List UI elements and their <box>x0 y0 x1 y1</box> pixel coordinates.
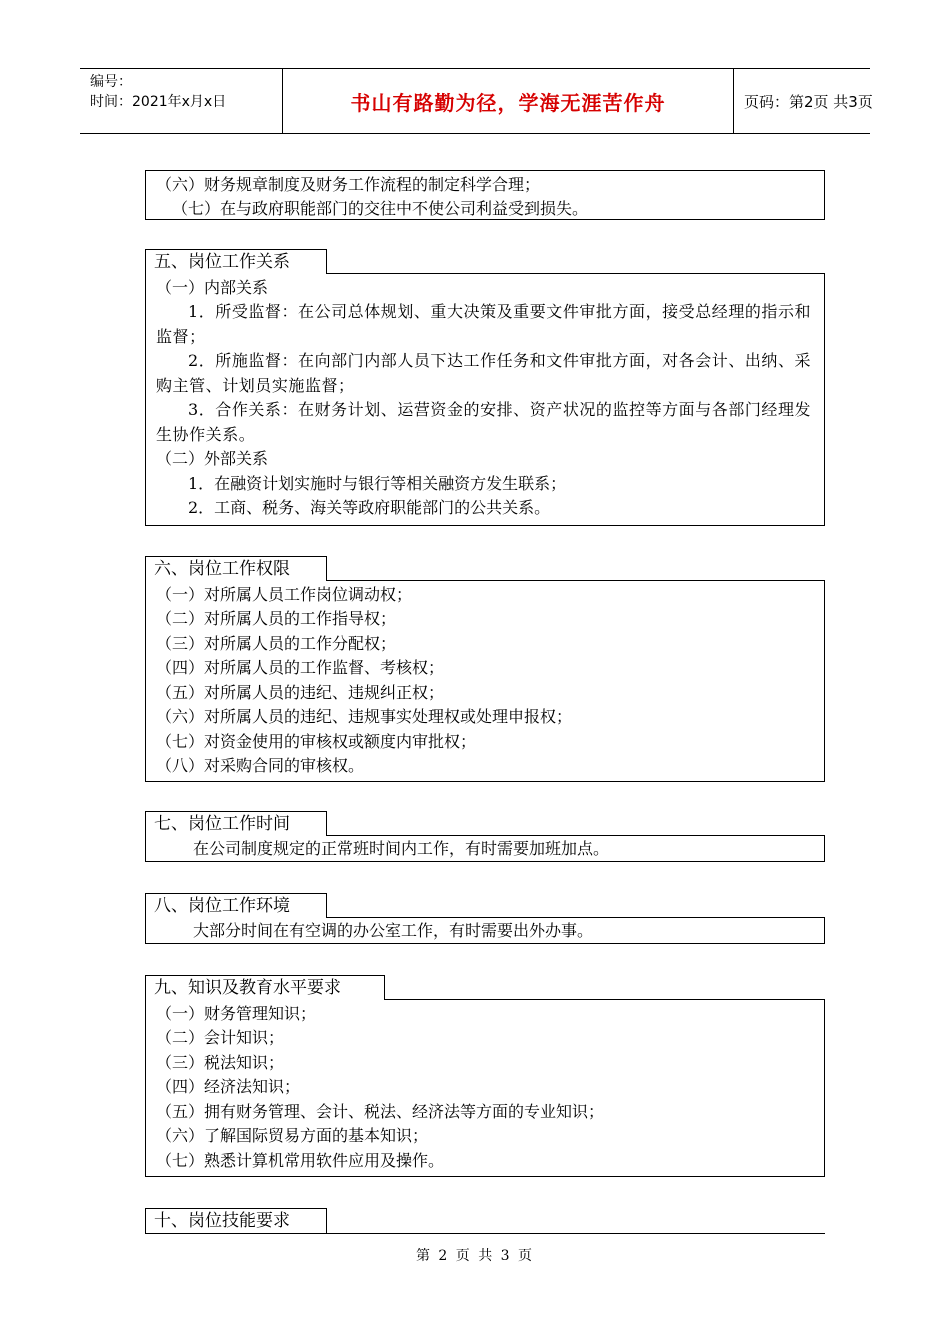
list-item: （三）税法知识； <box>156 1052 285 1072</box>
section-body <box>145 580 825 782</box>
list-item: （五）对所属人员的违纪、违规纠正权； <box>156 682 445 702</box>
continued-box <box>145 170 825 220</box>
section-title: 十、岗位技能要求 <box>145 1208 327 1233</box>
continued-line: （七）在与政府职能部门的交往中不使公司利益受到损失。 <box>172 199 589 218</box>
list-item: （二）外部关系 <box>156 449 269 468</box>
section-skill-requirements <box>145 1208 825 1233</box>
section-title: 六、岗位工作权限 <box>145 556 327 581</box>
header-meta <box>80 69 282 133</box>
section-knowledge-requirements <box>145 975 825 1177</box>
list-item: （二）对所属人员的工作指导权； <box>156 609 397 628</box>
section-divider <box>145 1233 825 1234</box>
header-motto: 书山有路勤为径，学海无涯苦作舟 <box>282 69 734 133</box>
section-body <box>145 835 825 862</box>
list-item: （五）拥有财务管理、会计、税法、经济法等方面的专业知识； <box>156 1101 605 1121</box>
section-work-environment <box>145 893 825 944</box>
section-work-authority <box>145 556 825 782</box>
list-item: （四）对所属人员的工作监督、考核权； <box>156 658 445 677</box>
list-item: （三）对所属人员的工作分配权； <box>156 633 397 653</box>
continued-line: （六）财务规章制度及财务工作流程的制定科学合理； <box>156 175 541 194</box>
list-item: 1．所受监督：在公司总体规划、重大决策及重要文件审批方面，接受总经理的指示和监督； <box>156 302 812 346</box>
section-title: 七、岗位工作时间 <box>145 811 327 836</box>
section-work-relations <box>145 249 825 526</box>
list-item: （六）对所属人员的违纪、违规事实处理权或处理申报权； <box>156 707 573 726</box>
list-item: （一）内部关系 <box>156 277 269 297</box>
section-body <box>145 273 825 526</box>
section-body <box>145 917 825 944</box>
list-item: 在公司制度规定的正常班时间内工作，有时需要加班加点。 <box>193 838 610 858</box>
list-item: 2．工商、税务、海关等政府职能部门的公共关系。 <box>188 498 551 517</box>
list-item: （七）对资金使用的审核权或额度内审批权； <box>156 731 477 751</box>
section-body <box>145 999 825 1177</box>
page-header <box>80 68 873 134</box>
section-title: 八、岗位工作环境 <box>145 893 327 918</box>
page-footer: 第 2 页 共 3 页 <box>415 1248 535 1264</box>
section-title: 九、知识及教育水平要求 <box>145 975 385 1000</box>
doc-date-label: 时间：2021年x月x日 <box>90 94 227 110</box>
doc-number-label: 编号： <box>90 74 132 90</box>
list-item: （六）了解国际贸易方面的基本知识； <box>156 1126 429 1145</box>
list-item: 大部分时间在有空调的办公室工作，有时需要出外办事。 <box>193 920 594 940</box>
list-item: （二）会计知识； <box>156 1028 285 1047</box>
list-item: （八）对采购合同的审核权。 <box>156 756 365 775</box>
list-item: 2．所施监督：在向部门内部人员下达工作任务和文件审批方面，对各会计、出纳、采购主管、计划员实施监督； <box>156 351 812 395</box>
section-work-time <box>145 811 825 862</box>
list-item: （一）财务管理知识； <box>156 1003 317 1023</box>
list-item: （七）熟悉计算机常用软件应用及操作。 <box>156 1150 445 1170</box>
header-page-label: 页码：第2页 共3页 <box>744 92 873 111</box>
list-item: 3．合作关系：在财务计划、运营资金的安排、资产状况的监控等方面与各部门经理发生协作关系。 <box>156 400 812 444</box>
section-title: 五、岗位工作关系 <box>145 249 327 274</box>
list-item: （一）对所属人员工作岗位调动权； <box>156 584 413 604</box>
list-item: 1．在融资计划实施时与银行等相关融资方发生联系； <box>188 473 567 493</box>
list-item: （四）经济法知识； <box>156 1077 301 1096</box>
